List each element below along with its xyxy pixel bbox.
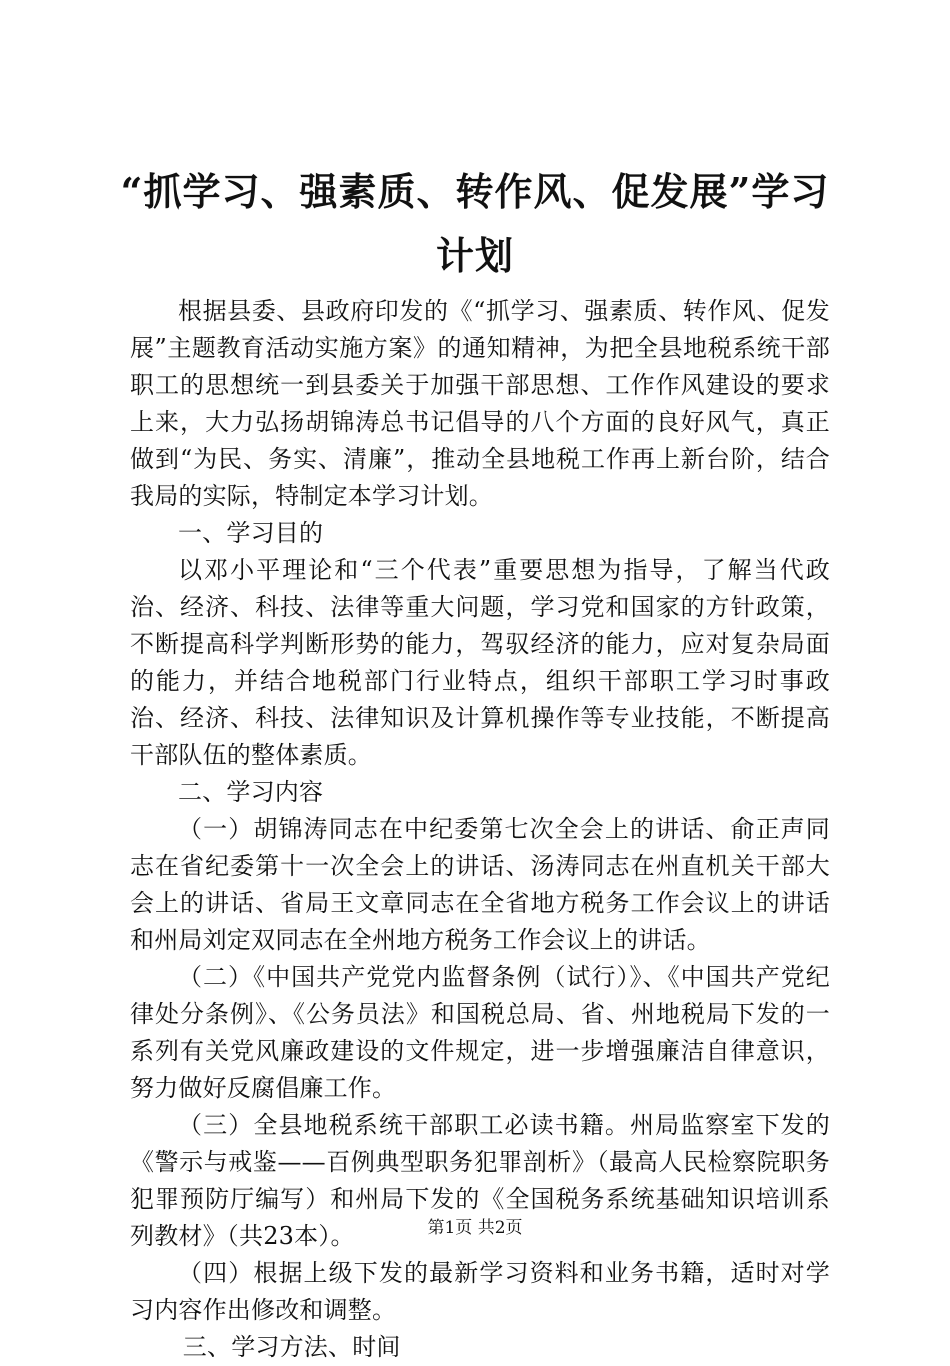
document-body (130, 293, 830, 1366)
content-item-2: （二）《中国共产党党内监督条例（试行）》、《中国共产党纪律处分条例》、《公务员法》和国税总局、省、州地税局下发的一系列有关党风廉政建设的文件规定，进一步增强廉洁自律意识，努力做好反腐倡廉工作。 (130, 963, 830, 1102)
purpose-paragraph: 以邓小平理论和“三个代表”重要思想为指导，了解当代政治、经济、科技、法律等重大问题，学习党和国家的方针政策，不断提高科学判断形势的能力，驾驭经济的能力，应对复杂局面的能力，并结合地税部门行业特点，组织干部职工学习时事政治、经济、科技、法律知识及计算机操作等专业技能，不断提高干部队伍的整体素质。 (130, 556, 830, 769)
section-heading-content: 二、学习内容 (178, 778, 324, 806)
content-item-3: （三）全县地税系统干部职工必读书籍。州局监察室下发的《警示与戒鉴——百例典型职务犯罪剖析》（最高人民检察院职务犯罪预防厅编写）和州局下发的《全国税务系统基础知识培训系列教材》（共23本）。 (130, 1111, 830, 1250)
section-heading-method: 三、学习方法、时间 (182, 1333, 401, 1361)
section-heading-purpose: 一、学习目的 (178, 519, 324, 547)
page-number-footer: 第1页 共2页 (427, 1218, 523, 1238)
document-title: “抓学习、强素质、转作风、促发展”学习计划 (120, 169, 830, 278)
content-item-4: （四）根据上级下发的最新学习资料和业务书籍，适时对学习内容作出修改和调整。 (130, 1259, 830, 1324)
intro-paragraph: 根据县委、县政府印发的《“抓学习、强素质、转作风、促发展”主题教育活动实施方案》的通知精神，为把全县地税系统干部职工的思想统一到县委关于加强干部思想、工作作风建设的要求上来，大力弘扬胡锦涛总书记倡导的八个方面的良好风气，真正做到“为民、务实、清廉”，推动全县地税工作再上新台阶，结合我局的实际，特制定本学习计划。 (130, 297, 830, 510)
content-item-1: （一）胡锦涛同志在中纪委第七次全会上的讲话、俞正声同志在省纪委第十一次全会上的讲话、汤涛同志在州直机关干部大会上的讲话、省局王文章同志在全省地方税务工作会议上的讲话和州局刘定双同志在全州地方税务工作会议上的讲话。 (130, 815, 830, 954)
